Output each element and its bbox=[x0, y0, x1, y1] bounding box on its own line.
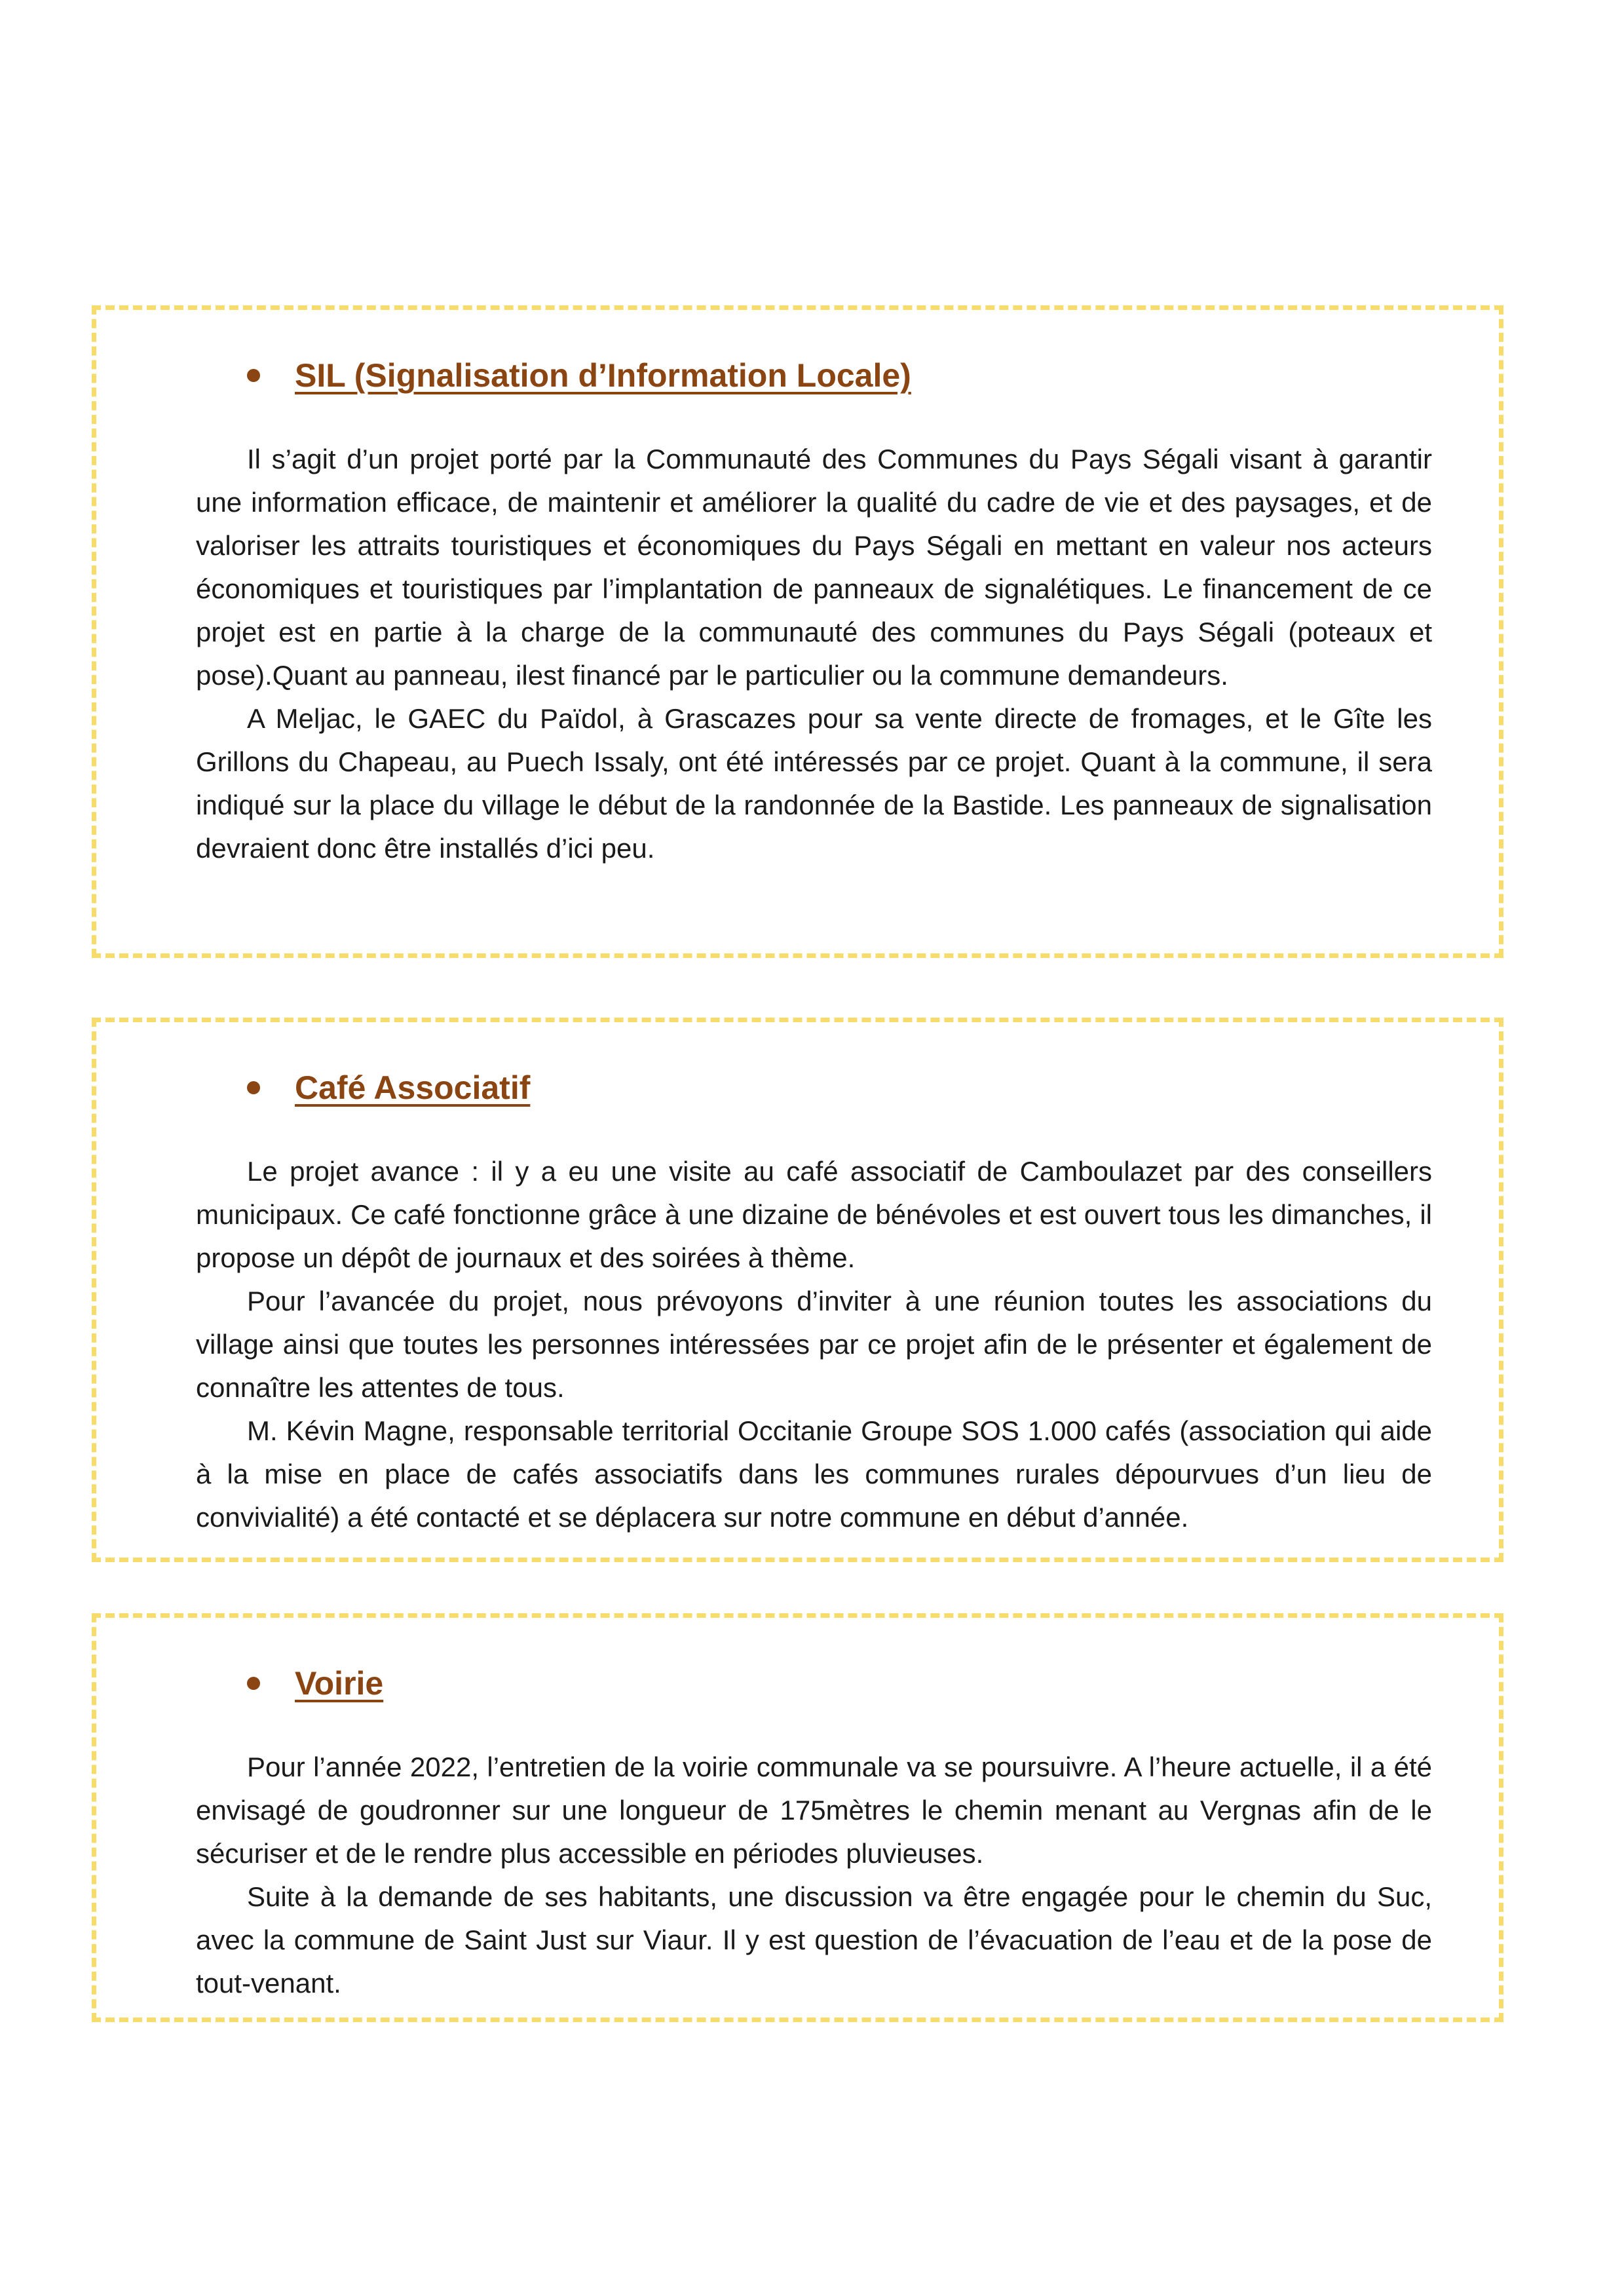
paragraph: Il s’agit d’un projet porté par la Communauté des Communes du Pays Ségali visant à garantir une information efficace, de maintenir et améliorer la qualité du cadre de vie et des paysages, et de valoriser les attraits touristiques et économiques du Pays Ségali en mettant en valeur nos acteurs économiques et touristiques par l’implantation de panneaux de signalétiques. Le financement de ce projet est en partie à la charge de la communauté des communes du Pays Ségali (poteaux et pose).Quant au panneau, ilest financé par le particulier ou la commune demandeurs. bbox=[196, 444, 1432, 691]
paragraph: Pour l’avancée du projet, nous prévoyons d’inviter à une réunion toutes les associations du village ainsi que toutes les personnes intéressées par ce projet afin de le présenter et également de connaître les attentes de tous. bbox=[196, 1286, 1432, 1403]
bullet-icon bbox=[247, 1081, 260, 1094]
paragraph: Suite à la demande de ses habitants, une discussion va être engagée pour le chemin du Suc, avec la commune de Saint Just sur Viaur. Il y est question de l’évacuation de l’eau et de la pose de tout-venant. bbox=[196, 1881, 1432, 1999]
bullet-icon bbox=[247, 1677, 260, 1690]
paragraph: Pour l’année 2022, l’entretien de la voirie communale va se poursuivre. A l’heure actuelle, il a été envisagé de goudronner sur une longueur de 175mètres le chemin menant au Vergnas afin de le sécuriser et de le rendre plus accessible en périodes pluvieuses. bbox=[196, 1751, 1432, 1869]
section-sil bbox=[92, 305, 1503, 958]
section-heading bbox=[196, 349, 1432, 402]
section-title: Café Associatif bbox=[295, 1069, 531, 1106]
section-body bbox=[196, 1746, 1432, 2005]
bullet-icon bbox=[247, 369, 260, 382]
paragraph: M. Kévin Magne, responsable territorial Occitanie Groupe SOS 1.000 cafés (association qui aide à la mise en place de cafés associatifs dans les communes rurales dépourvues d’un lieu de convivialité) a été contacté et se déplacera sur notre commune en début d’année. bbox=[196, 1415, 1432, 1533]
section-heading bbox=[196, 1657, 1432, 1710]
section-body bbox=[196, 1150, 1432, 1539]
section-title: Voirie bbox=[295, 1665, 384, 1702]
section-cafe-associatif bbox=[92, 1018, 1503, 1562]
section-heading bbox=[196, 1062, 1432, 1114]
section-voirie bbox=[92, 1613, 1503, 2022]
section-body bbox=[196, 438, 1432, 870]
section-title: SIL (Signalisation d’Information Locale) bbox=[295, 357, 911, 394]
paragraph: A Meljac, le GAEC du Païdol, à Grascazes pour sa vente directe de fromages, et le Gîte les Grillons du Chapeau, au Puech Issaly, ont été intéressés par ce projet. Quant à la commune, il sera indiqué sur la place du village le début de la randonnée de la Bastide. Les panneaux de signalisation devraient donc être installés d’ici peu. bbox=[196, 703, 1432, 864]
paragraph: Le projet avance : il y a eu une visite au café associatif de Camboulazet par des conseillers municipaux. Ce café fonctionne grâce à une dizaine de bénévoles et est ouvert tous les dimanches, il propose un dépôt de journaux et des soirées à thème. bbox=[196, 1156, 1432, 1273]
